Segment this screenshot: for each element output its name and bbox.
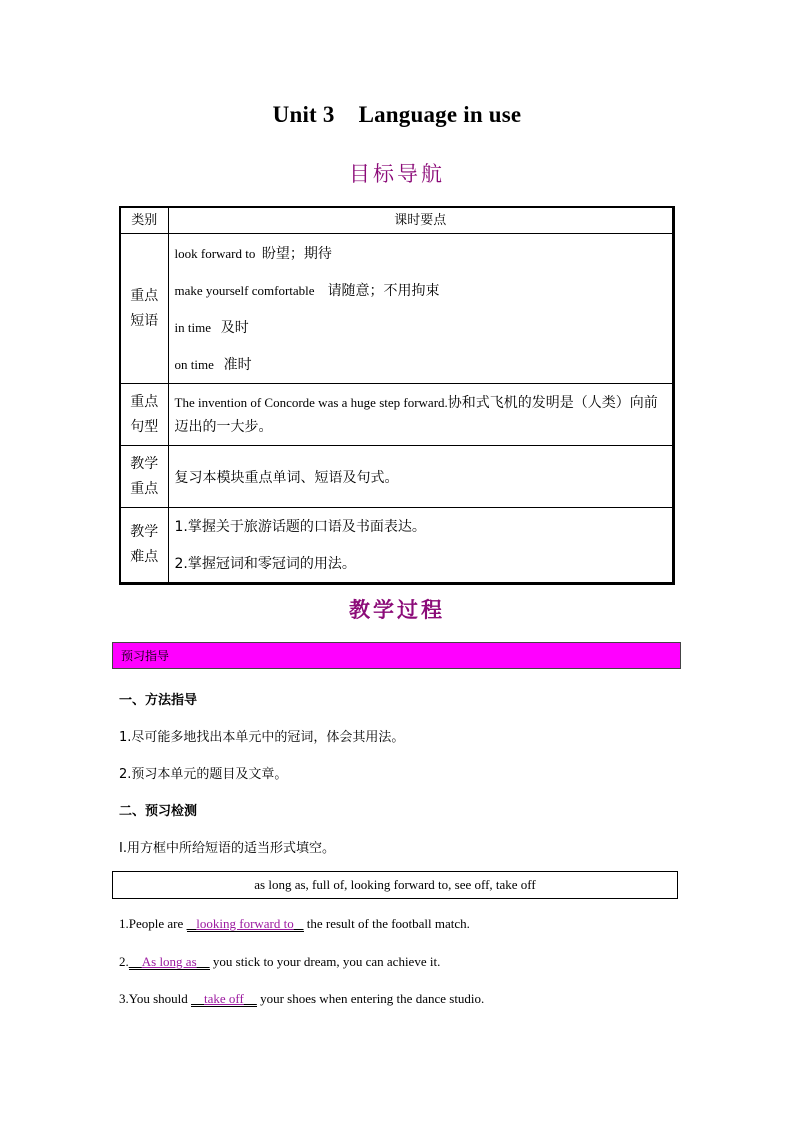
row-category-sentences: 重点 句型	[120, 384, 168, 446]
target-nav-heading: 目标导航	[349, 162, 445, 186]
question-1: 1.People are looking forward to the result of the football match.	[119, 916, 470, 931]
check-title: 二、预习检测	[119, 804, 198, 819]
goals-table-header	[120, 207, 674, 234]
answer-blank: As long as	[129, 955, 210, 970]
table-row	[120, 508, 674, 584]
preview-guide-banner: 预习指导	[112, 642, 681, 669]
focus-cell: 复习本模块重点单词、短语及句式。	[168, 446, 674, 508]
table-row	[120, 234, 674, 384]
method-title: 一、方法指导	[119, 693, 198, 708]
unit-topic: Language in use	[358, 102, 522, 127]
table-row	[120, 446, 674, 508]
page-title	[0, 102, 794, 128]
phrases-cell	[168, 234, 674, 384]
goals-table	[119, 206, 675, 585]
question-3: 3.You should take off your shoes when entering the dance studio.	[119, 991, 485, 1006]
difficulty-line: 2.掌握冠词和零冠词的用法。	[174, 555, 356, 572]
phrase-line: look forward to 盼望；期待	[174, 246, 332, 262]
difficulty-line: 1.掌握关于旅游话题的口语及书面表达。	[174, 518, 426, 535]
teaching-process-heading: 教学过程	[349, 597, 445, 622]
table-row	[120, 384, 674, 446]
header-category: 类别	[120, 207, 168, 234]
answer-blank: take off	[191, 992, 257, 1007]
unit-label: Unit 3	[272, 102, 335, 127]
method-item: 2.预习本单元的题目及文章。	[119, 767, 288, 782]
phrase-line: make yourself comfortable 请随意；不用拘束	[174, 283, 440, 299]
answer-blank: looking forward to	[187, 917, 304, 932]
sentence-zh: 协和式飞机的发明是（人类）向前迈出的一大步。	[174, 394, 658, 435]
difficulty-cell	[168, 508, 674, 584]
header-points: 课时要点	[168, 207, 674, 234]
row-category-difficulty: 教学 难点	[120, 508, 168, 584]
phrase-line: on time 准时	[174, 357, 252, 373]
check-instruction: Ⅰ.用方框中所给短语的适当形式填空。	[119, 841, 335, 856]
row-category-focus: 教学 重点	[120, 446, 168, 508]
word-box: as long as, full of, looking forward to, see off, take off	[112, 871, 678, 899]
sentence-en: The invention of Concorde was a huge step forward.	[174, 394, 448, 410]
row-category-phrases: 重点 短语	[120, 234, 168, 384]
method-item: 1.尽可能多地找出本单元中的冠词，体会其用法。	[119, 730, 405, 745]
question-2: 2. As long as you stick to your dream, you can achieve it.	[119, 954, 441, 969]
phrase-line: in time 及时	[174, 320, 249, 336]
sentence-cell	[168, 384, 674, 446]
